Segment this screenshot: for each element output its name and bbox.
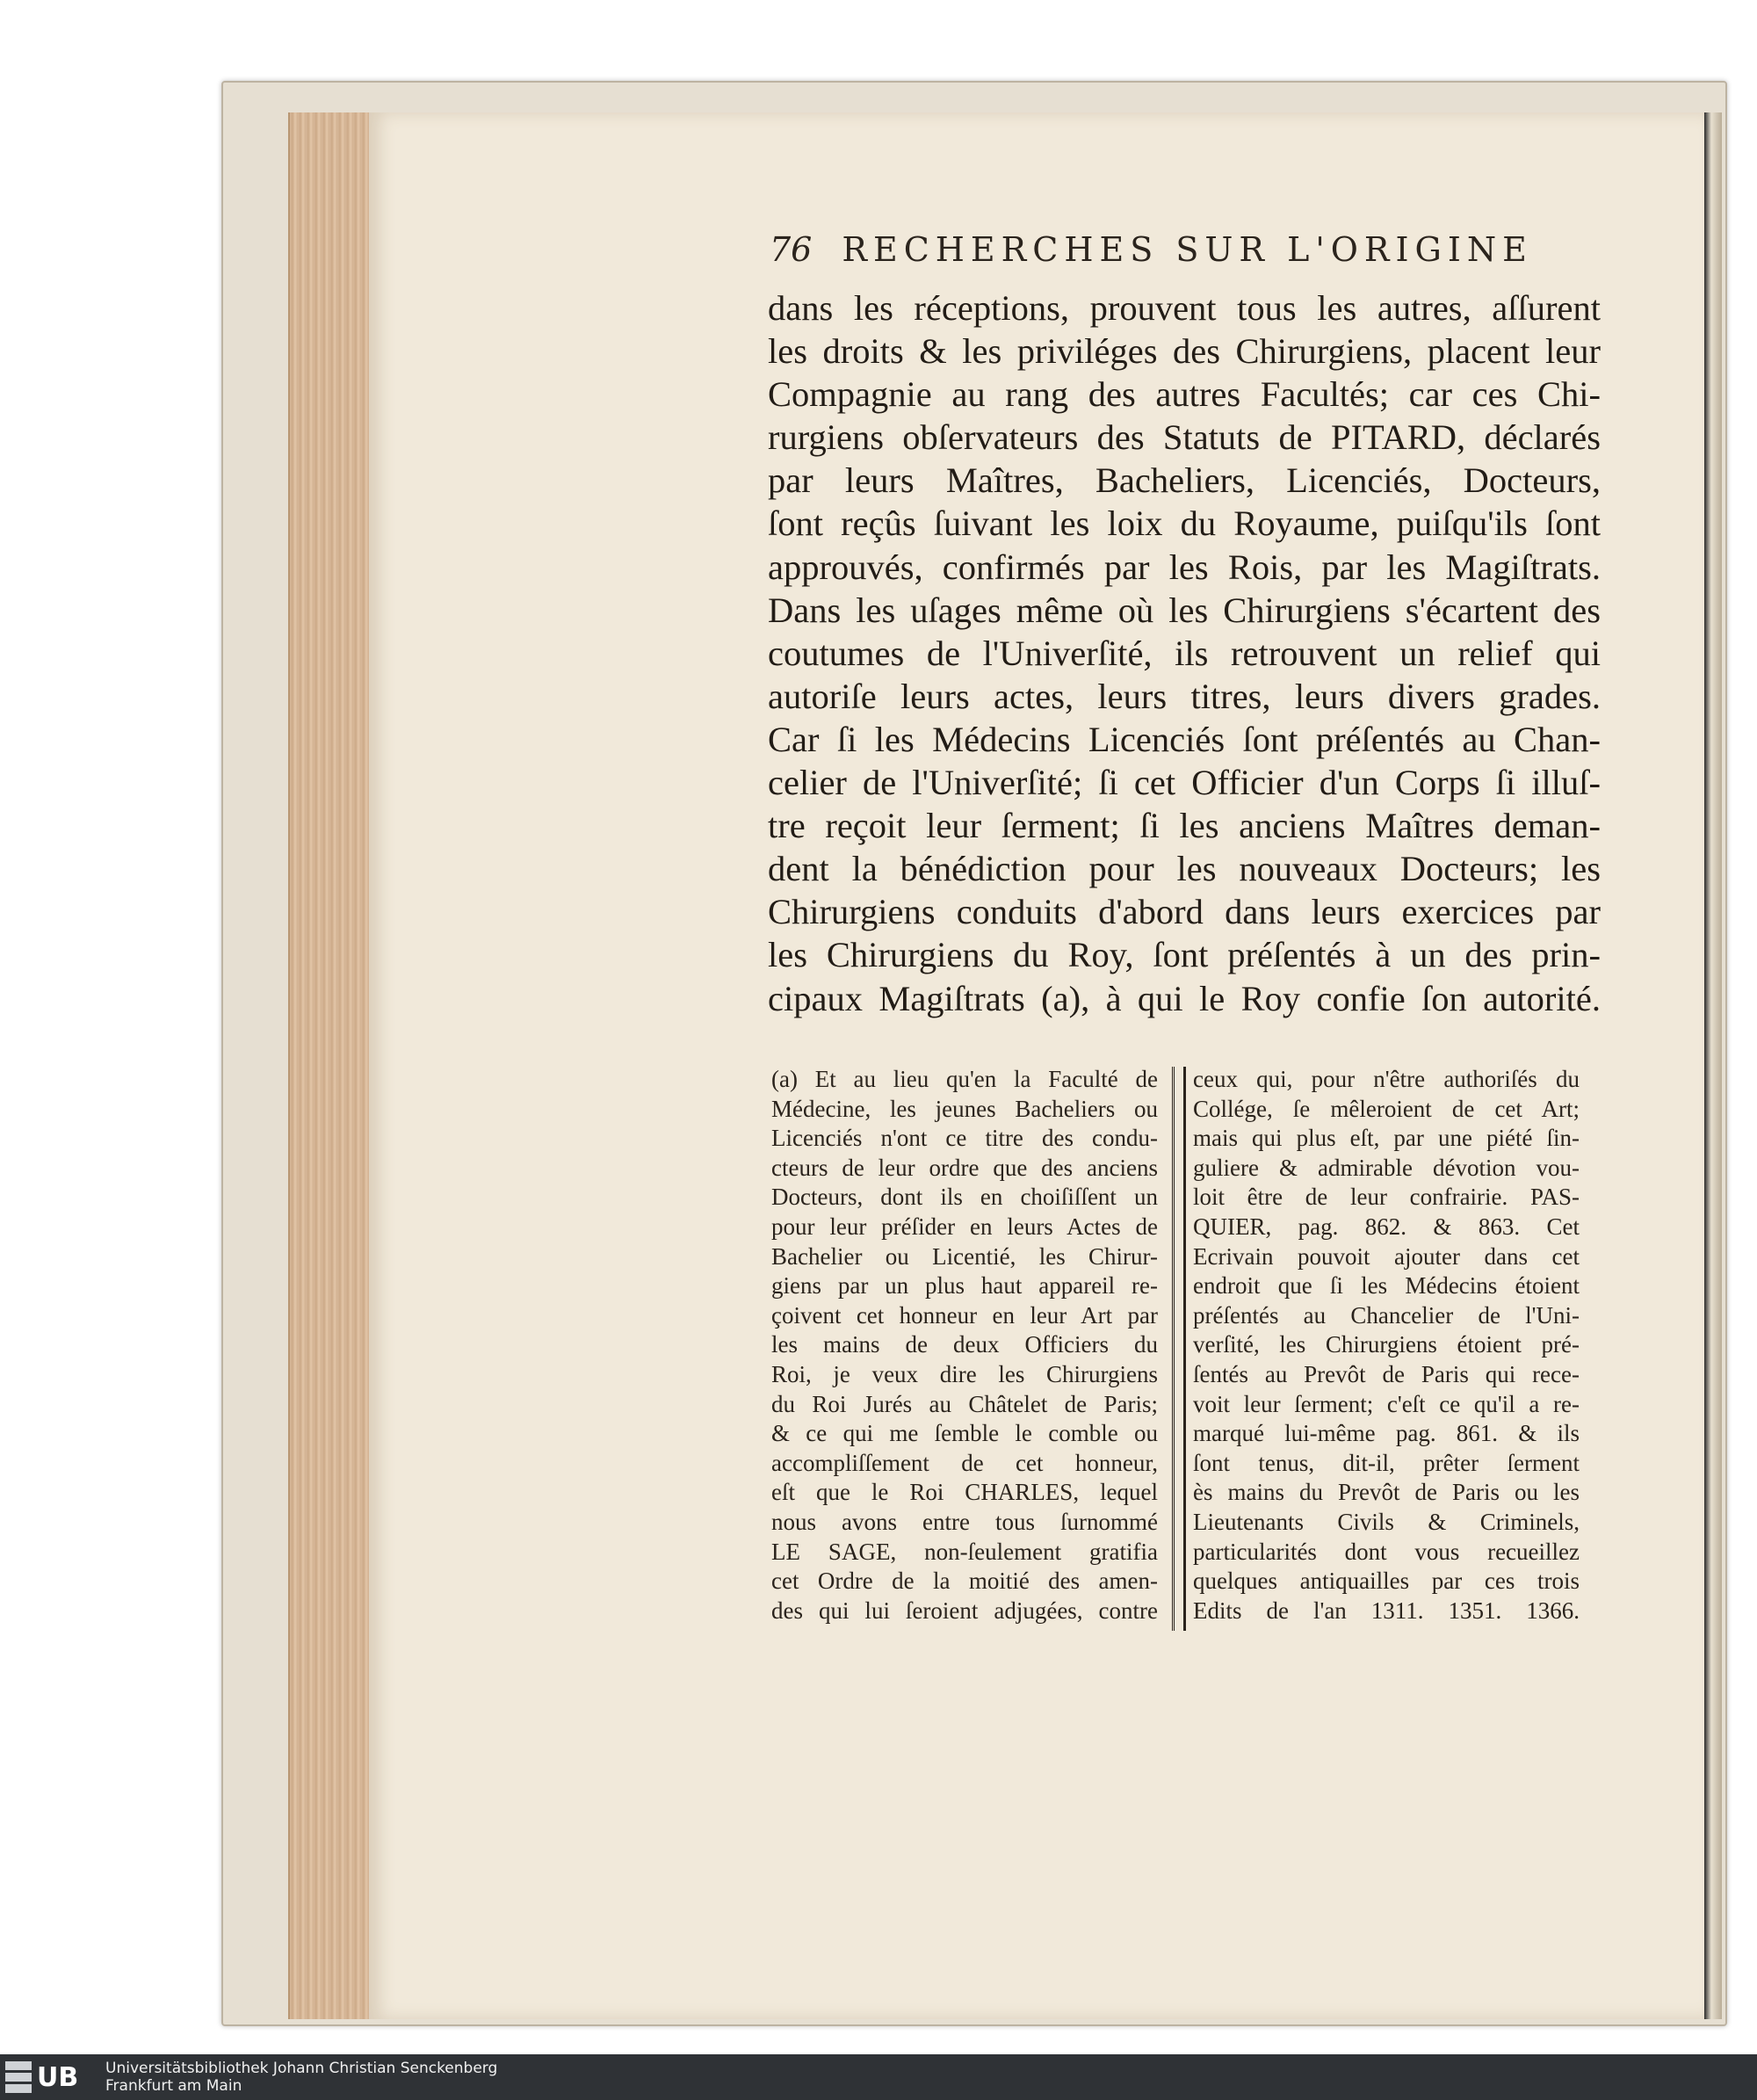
- footnote-left-column: [771, 1065, 1158, 1626]
- library-footer: [0, 2054, 1757, 2100]
- footnote-right-column: [1193, 1065, 1580, 1626]
- text-line: cipaux Magiſtrats (a), à qui le Roy confie ſon autorité.: [768, 978, 1601, 1018]
- footnote-line: Bachelier ou Licentié, les Chirur-: [771, 1242, 1158, 1270]
- footnote-line: cteurs de leur ordre que des anciens: [771, 1154, 1158, 1181]
- footnote-line: ſont tenus, dit-il, prêter ſerment: [1193, 1449, 1580, 1476]
- footnote-line: guliere & admirable dévotion vou-: [1193, 1154, 1580, 1181]
- footnote-line: verſité, les Chirurgiens étoient pré-: [1193, 1331, 1580, 1358]
- footnote-line: Ecrivain pouvoit ajouter dans cet: [1193, 1242, 1580, 1270]
- running-head: [770, 230, 1648, 283]
- footnote-line: Médecine, les jeunes Bacheliers ou: [771, 1095, 1158, 1122]
- library-name: [105, 2060, 896, 2095]
- column-divider: [1172, 1067, 1186, 1631]
- text-line: Compagnie au rang des autres Facultés; car ces Chi-: [768, 374, 1601, 415]
- logo-blocks-icon: [5, 2061, 32, 2093]
- text-line: rurgiens obſervateurs des Statuts de PITARD, déclarés: [768, 417, 1601, 458]
- footnote-line: & ce qui me ſemble le comble ou: [771, 1420, 1158, 1447]
- text-line: les Chirurgiens du Roy, ſont préſentés à un des prin-: [768, 935, 1601, 975]
- footnote-line: particularités dont vous recueillez: [1193, 1538, 1580, 1565]
- page-edges: [288, 112, 372, 2019]
- footnote-line: accompliſſement de cet honneur,: [771, 1449, 1158, 1476]
- footnote-line: quelques antiquailles par ces trois: [1193, 1568, 1580, 1595]
- footnote-line: cet Ordre de la moitié des amen-: [771, 1568, 1158, 1595]
- footnote-line: marqué lui-même pag. 861. & ils: [1193, 1420, 1580, 1447]
- running-title: RECHERCHES SUR L'ORIGINE: [842, 230, 1533, 269]
- footnote-line: Lieutenants Civils & Criminels,: [1193, 1508, 1580, 1535]
- text-line: par leurs Maîtres, Bacheliers, Licenciés, Docteurs,: [768, 460, 1601, 501]
- text-line: les droits & les priviléges des Chirurgiens, placent leur: [768, 331, 1601, 372]
- footnote-line: endroit que ſi les Médecins étoient: [1193, 1272, 1580, 1300]
- text-line: Dans les uſages même où les Chirurgiens s'écartent des: [768, 590, 1601, 630]
- text-line: ſont reçûs ſuivant les loix du Royaume, puiſqu'ils ſont: [768, 503, 1601, 544]
- ub-logo: [5, 2060, 93, 2095]
- library-name-line-2: Frankfurt am Main: [105, 2077, 242, 2095]
- logo-text: UB: [37, 2061, 79, 2093]
- library-name-line-1: Universitätsbibliothek Johann Christian Senckenberg: [105, 2060, 498, 2077]
- text-line: dent la bénédiction pour les nouveaux Docteurs; les: [768, 849, 1601, 889]
- footnote-line: les mains de deux Officiers du: [771, 1331, 1158, 1358]
- footnote-line: loit être de leur confrairie. PAS-: [1193, 1184, 1580, 1211]
- footnote-line: çoivent cet honneur en leur Art par: [771, 1301, 1158, 1329]
- footnote-line: QUIER, pag. 862. & 863. Cet: [1193, 1213, 1580, 1240]
- text-line: tre reçoit leur ſerment; ſi les anciens Maîtres deman-: [768, 806, 1601, 846]
- footnote-line: Edits de l'an 1311. 1351. 1366.: [1193, 1597, 1580, 1624]
- footnote-line: Docteurs, dont ils en choiſiſſent un: [771, 1184, 1158, 1211]
- text-line: coutumes de l'Univerſité, ils retrouvent un relief qui: [768, 633, 1601, 673]
- footnote-line: préſentés au Chancelier de l'Uni-: [1193, 1301, 1580, 1329]
- text-line: dans les réceptions, prouvent tous les autres, aſſurent: [768, 288, 1601, 328]
- footnote-line: ſentés au Prevôt de Paris qui rece-: [1193, 1360, 1580, 1387]
- text-line: approuvés, confirmés par les Rois, par les Magiſtrats.: [768, 547, 1601, 587]
- text-line: Car ſi les Médecins Licenciés ſont préſentés au Chan-: [768, 719, 1601, 759]
- footnote-line: Roi, je veux dire les Chirurgiens: [771, 1360, 1158, 1387]
- footnote-line: eſt que le Roi CHARLES, lequel: [771, 1479, 1158, 1506]
- footnote-line: voit leur ſerment; c'eſt ce qu'il a re-: [1193, 1390, 1580, 1417]
- main-text-block: [768, 286, 1601, 1020]
- footnote-line: du Roi Jurés au Châtelet de Paris;: [771, 1390, 1158, 1417]
- text-line: celier de l'Univerſité; ſi cet Officier d'un Corps ſi illuſ-: [768, 763, 1601, 803]
- text-line: autoriſe leurs actes, leurs titres, leurs divers grades.: [768, 676, 1601, 716]
- footnote-line: Collége, ſe mêleroient de cet Art;: [1193, 1095, 1580, 1122]
- footnote-line: ceux qui, pour n'être authoriſés du: [1193, 1066, 1580, 1092]
- footnote-line: nous avons entre tous ſurnommé: [771, 1508, 1158, 1535]
- footnote-line: Licenciés n'ont ce titre des condu-: [771, 1125, 1158, 1152]
- footnote-line: pour leur préſider en leurs Actes de: [771, 1213, 1158, 1240]
- footnote-line: giens par un plus haut appareil re-: [771, 1272, 1158, 1300]
- page-number: 76: [770, 230, 813, 269]
- footnote-line: mais qui plus eſt, par une piété ſin-: [1193, 1125, 1580, 1152]
- page-gutter: [1704, 112, 1722, 2019]
- facing-page-fragment: [1724, 246, 1757, 1740]
- text-line: Chirurgiens conduits d'abord dans leurs exercices par: [768, 892, 1601, 932]
- footnote-line: ès mains du Prevôt de Paris ou les: [1193, 1479, 1580, 1506]
- footnote-line: LE SAGE, non-ſeulement gratifia: [771, 1538, 1158, 1565]
- footnote-line: (a) Et au lieu qu'en la Faculté de: [771, 1066, 1158, 1092]
- footnote-line: des qui lui ſeroient adjugées, contre: [771, 1597, 1158, 1624]
